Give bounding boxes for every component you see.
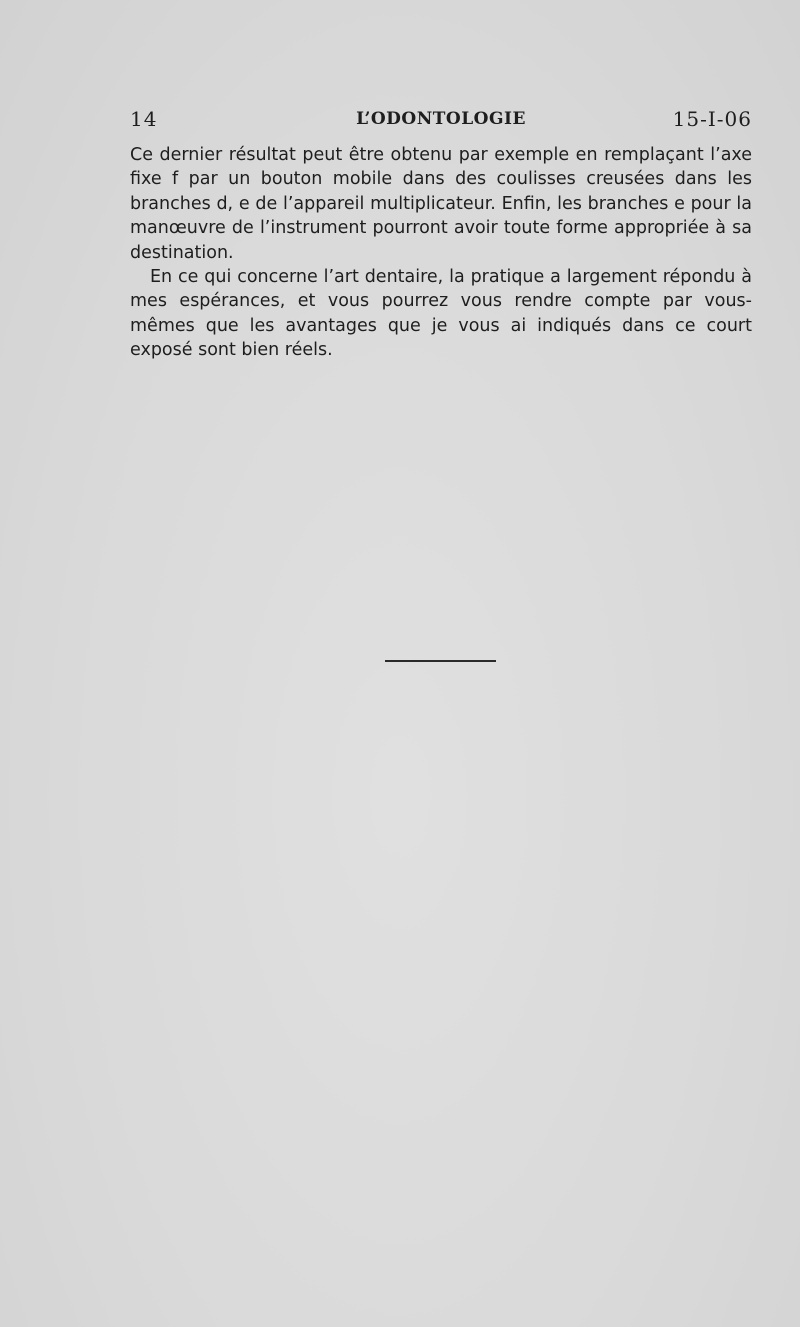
section-end-rule — [385, 660, 496, 662]
paragraph-2: En ce qui concerne l’art dentaire, la pratique a largement répondu à mes espérances, et vous pourrez vous rendre compte par vous-mêmes que les avantages que je vous ai indiqués dans ce court exposé sont bien réels. — [130, 267, 752, 361]
page-header — [130, 107, 752, 135]
running-title: L’ODONTOLOGIE — [356, 109, 526, 129]
body-text — [130, 143, 752, 363]
page-number: 14 — [130, 107, 158, 131]
paragraph-1: Ce dernier résultat peut être obtenu par exemple en remplaçant l’axe fixe f par un bouton mobile dans des coulisses creusées dans les branches d, e de l’appareil multiplicateur. Enfin, les branches e pour la manœuvre de l’instrument pourront avoir toute forme appropriée à sa destination. — [130, 145, 752, 263]
issue-date: 15-I-06 — [672, 107, 752, 131]
